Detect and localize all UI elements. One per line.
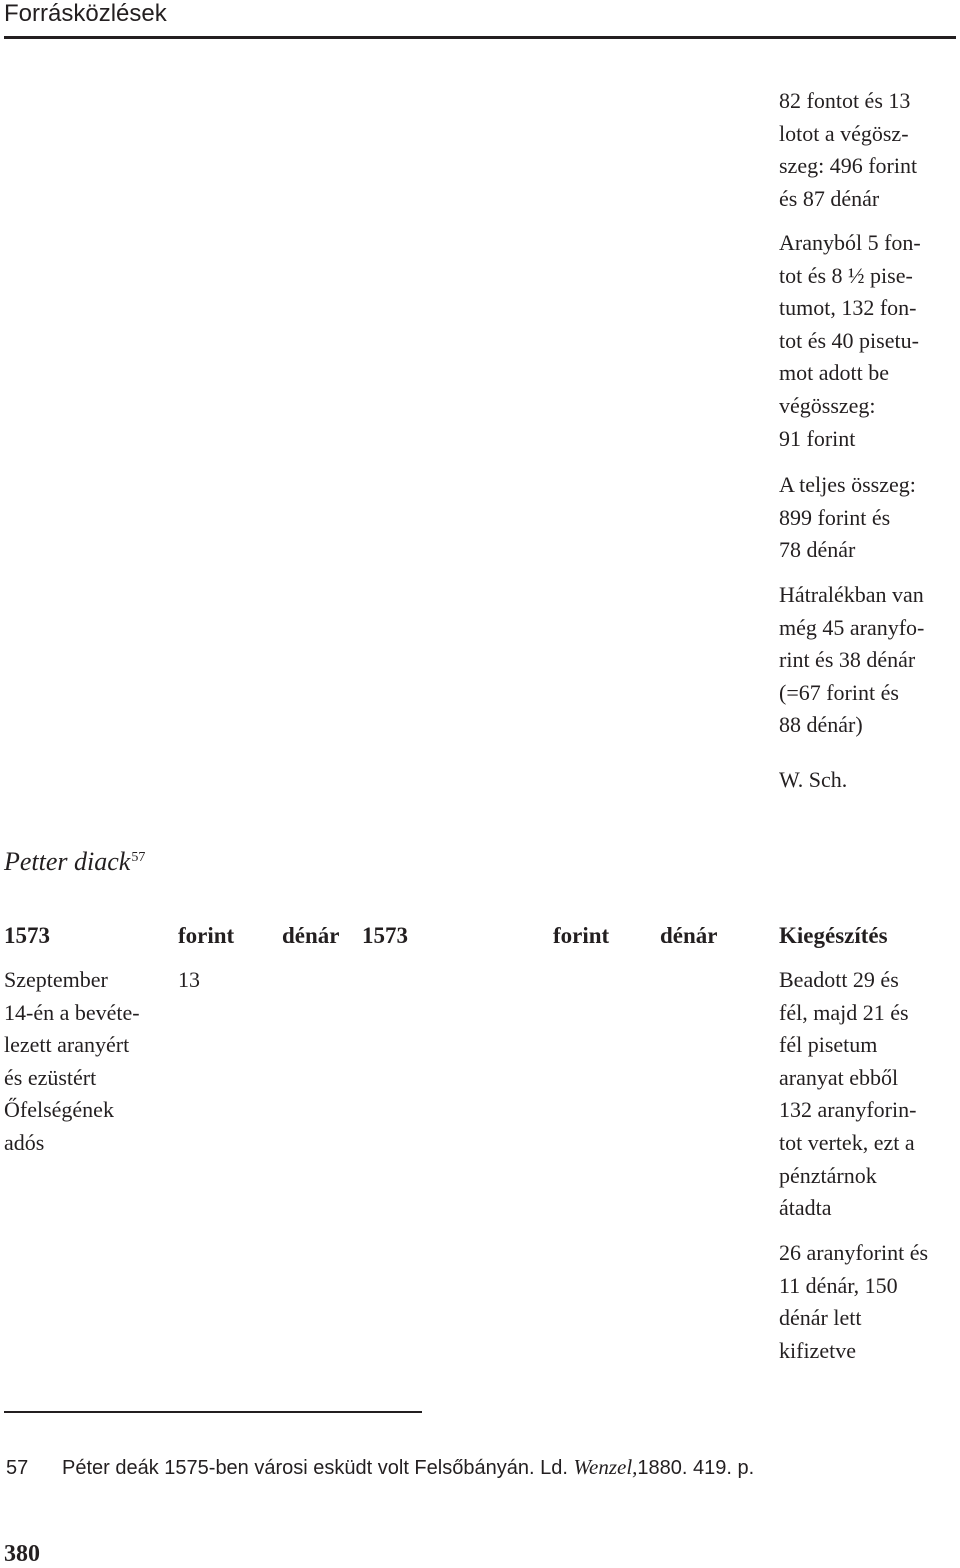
text-line: átadta bbox=[779, 1195, 832, 1221]
text-line: Szeptember bbox=[4, 967, 108, 992]
text-line: és ezüstért bbox=[4, 1064, 97, 1090]
text-line: és 87 dénár bbox=[779, 185, 880, 211]
text-line: 899 forint és bbox=[779, 504, 891, 530]
footnote bbox=[6, 1453, 754, 1482]
text-line: Hátralékban van bbox=[779, 582, 924, 607]
row-forint-value: 13 bbox=[178, 967, 200, 992]
text-line: (=67 forint és bbox=[779, 679, 899, 705]
column-header-forint-2: forint bbox=[553, 923, 610, 948]
row-supplement-note-2 bbox=[779, 1237, 928, 1367]
footnote-italic-author: Wenzel, bbox=[573, 1455, 638, 1479]
text-line: rint és 38 dénár bbox=[779, 647, 916, 673]
text-line: tumot, 132 fon- bbox=[779, 295, 917, 321]
text-line: aranyat ebből bbox=[779, 1064, 899, 1090]
row-description bbox=[4, 964, 140, 1160]
text-line: Aranyból 5 fon- bbox=[779, 230, 921, 255]
column-header-year: 1573 bbox=[4, 923, 50, 948]
text-line: 91 forint bbox=[779, 425, 856, 451]
note-total-sum bbox=[779, 469, 960, 567]
footnote-rule bbox=[4, 1411, 422, 1413]
column-header-denar: dénár bbox=[282, 923, 340, 948]
text-line: fél pisetum bbox=[779, 1032, 878, 1058]
text-line: 82 fontot és 13 bbox=[779, 88, 911, 113]
column-header-denar-2: dénár bbox=[660, 923, 718, 948]
text-line: A teljes összeg: bbox=[779, 472, 916, 497]
text-line: adós bbox=[4, 1129, 45, 1155]
section-title bbox=[4, 846, 145, 878]
text-line: 11 dénár, 150 bbox=[779, 1272, 898, 1298]
footnote-reference: 57 bbox=[131, 850, 146, 865]
text-line: végösszeg: bbox=[779, 392, 876, 418]
text-line: 26 aranyforint és bbox=[779, 1240, 929, 1265]
text-line: lotot a végösz- bbox=[779, 120, 909, 146]
text-line: tot és 40 pisetu- bbox=[779, 327, 919, 353]
text-line: dénár lett bbox=[779, 1305, 862, 1331]
text-line: mot adott be bbox=[779, 360, 889, 386]
text-line: fél, majd 21 és bbox=[779, 999, 909, 1025]
column-header-supplement: Kiegészítés bbox=[779, 923, 888, 948]
row-supplement-note-1 bbox=[779, 964, 916, 1225]
note-arrears bbox=[779, 579, 960, 742]
page-number: 380 bbox=[4, 1541, 40, 1567]
text-line: még 45 aranyfo- bbox=[779, 614, 925, 640]
section-title-text: Petter diack bbox=[4, 847, 131, 876]
text-line: tot vertek, ezt a bbox=[779, 1129, 915, 1155]
column-header-year-2: 1573 bbox=[362, 923, 408, 948]
text-line: 88 dénár) bbox=[779, 712, 863, 738]
running-header: Forrásközlések bbox=[4, 0, 167, 27]
footnote-number: 57 bbox=[6, 1457, 29, 1479]
note-gold bbox=[779, 227, 960, 455]
text-line: 14-én a bevéte- bbox=[4, 999, 140, 1025]
text-line: pénztárnok bbox=[779, 1162, 877, 1188]
text-line: Beadott 29 és bbox=[779, 967, 899, 992]
text-line: 78 dénár bbox=[779, 537, 856, 563]
text-line: W. Sch. bbox=[779, 767, 848, 792]
note-total-silver bbox=[779, 85, 960, 215]
text-line: szeg: 496 forint bbox=[779, 153, 918, 179]
text-line: 132 aranyforin- bbox=[779, 1097, 917, 1123]
text-line: kifizetve bbox=[779, 1337, 856, 1363]
text-line: Őfelségének bbox=[4, 1097, 114, 1123]
footnote-text: Péter deák 1575-ben városi esküdt volt Felsőbányán. Ld. bbox=[62, 1457, 574, 1479]
text-line: tot és 8 ½ pise- bbox=[779, 262, 913, 288]
note-signature bbox=[779, 764, 960, 797]
text-line: lezett aranyért bbox=[4, 1032, 130, 1058]
header-rule bbox=[4, 36, 956, 39]
footnote-text-end: 1880. 419. p. bbox=[637, 1457, 755, 1479]
column-header-forint: forint bbox=[178, 923, 235, 948]
